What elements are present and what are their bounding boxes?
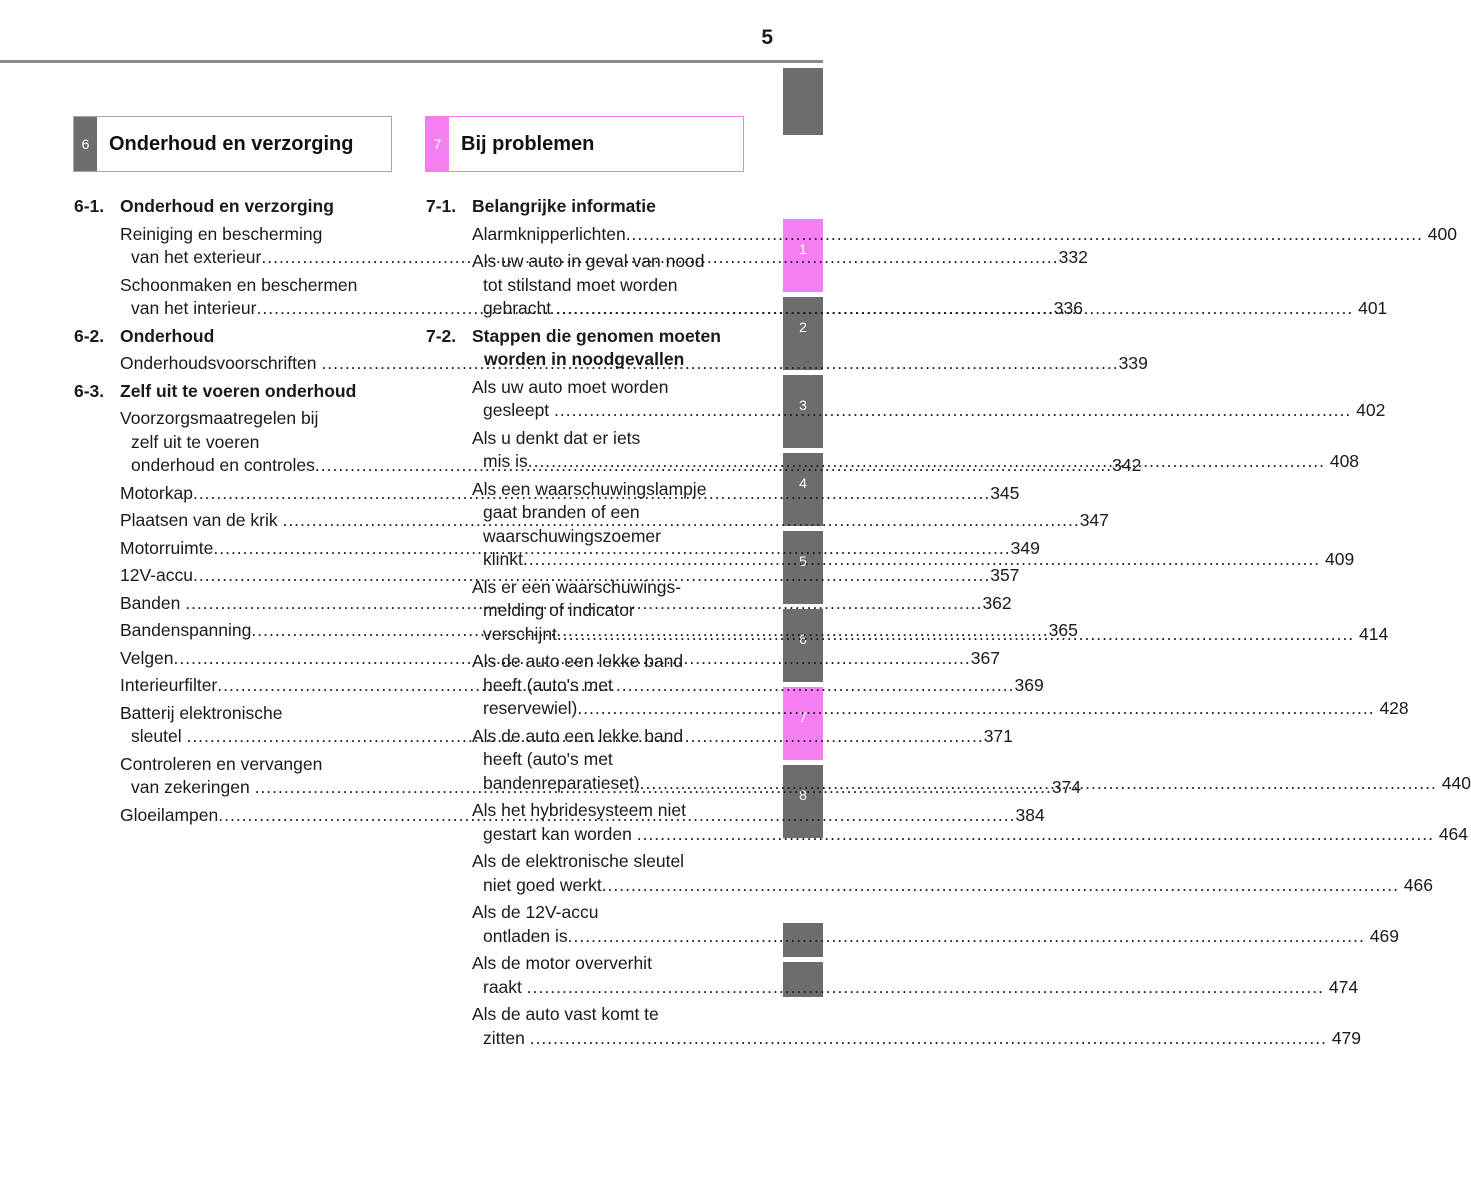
chapter-title-line: Zelf uit te voeren onderhoud bbox=[120, 380, 357, 401]
toc-entry-text: Als de auto een lekke band bbox=[472, 725, 684, 746]
chapter-heading bbox=[426, 195, 732, 219]
toc-entry-text: onderhoud en controles bbox=[131, 455, 315, 475]
toc-entry-text: verschijnt bbox=[483, 623, 557, 644]
toc-entry-text: Als de elektronische sleutel bbox=[472, 851, 685, 871]
toc-entry-text: Schoonmaken en beschermen bbox=[120, 274, 358, 295]
chapter-number: 7-2. bbox=[426, 325, 457, 346]
toc-entry-text: Velgen bbox=[120, 647, 174, 668]
side-tab-blank-top[interactable] bbox=[783, 68, 823, 135]
toc-entry-text: sleutel bbox=[131, 726, 187, 746]
dot-leader bbox=[527, 977, 1324, 997]
chapter-heading bbox=[74, 195, 380, 219]
toc-entry[interactable] bbox=[472, 850, 1433, 897]
toc-entry-text: bandenreparatieset) bbox=[483, 772, 640, 793]
toc-entry-text: Als de 12V-accu bbox=[472, 902, 599, 922]
toc-entry[interactable] bbox=[472, 901, 1399, 948]
toc-entry-text: Voorzorgsmaatregelen bij bbox=[120, 408, 319, 428]
dot-leader bbox=[637, 824, 1434, 844]
toc-entry-last-line bbox=[472, 925, 1399, 949]
toc-entry-text: zelf uit te voeren bbox=[131, 431, 260, 452]
header-rule bbox=[0, 60, 823, 63]
side-tab-1[interactable]: 1 bbox=[783, 219, 823, 292]
toc-entry[interactable] bbox=[472, 952, 1359, 999]
page-ref[interactable]: 428 bbox=[1374, 698, 1409, 718]
toc-entry-text: reservewiel) bbox=[483, 698, 578, 718]
toc-entry-text: Als uw auto moet worden bbox=[472, 376, 669, 397]
chapter-title-line: Onderhoud en verzorging bbox=[120, 196, 334, 216]
chapter-title-line: Stappen die genomen moeten bbox=[472, 325, 721, 346]
toc-entry-text: heeft (auto's met bbox=[483, 674, 613, 695]
side-tab-8[interactable]: 8 bbox=[783, 765, 823, 838]
toc-entry-text: raakt bbox=[483, 976, 527, 997]
chapter-title bbox=[120, 325, 380, 349]
chapter-title-line: Belangrijke informatie bbox=[472, 196, 656, 216]
toc-entry-text: 12V-accu bbox=[120, 565, 193, 585]
chapter-number: 7-1. bbox=[426, 196, 457, 216]
page-ref[interactable]: 464 bbox=[1433, 823, 1469, 844]
toc-entry-text: mis is bbox=[483, 451, 528, 471]
toc-entry-text: zitten bbox=[483, 1027, 530, 1048]
dot-leader bbox=[568, 926, 1365, 946]
page-ref[interactable]: 474 bbox=[1324, 976, 1359, 997]
toc-entry-last-line bbox=[472, 1027, 1362, 1051]
dot-leader bbox=[530, 1028, 1327, 1048]
toc-entry-text: Als uw auto in geval van nood bbox=[472, 251, 705, 271]
toc-entry-text: Als u denkt dat er iets bbox=[472, 427, 641, 448]
page-ref[interactable]: 369 bbox=[1014, 675, 1044, 695]
toc-entry-text: Als de motor oververhit bbox=[472, 953, 652, 973]
section-title: Onderhoud en verzorging bbox=[109, 132, 354, 155]
toc-entry-last-line bbox=[472, 223, 1457, 247]
toc-entry-text: Plaatsen van de krik bbox=[120, 510, 283, 530]
page-ref[interactable]: 401 bbox=[1353, 298, 1388, 318]
toc-entry-text: waarschuwingszoemer bbox=[483, 525, 661, 546]
page-ref[interactable]: 374 bbox=[1051, 777, 1082, 797]
toc-entry-text: Controleren en vervangen bbox=[120, 753, 323, 774]
chapter-title-line: worden in noodgevallen bbox=[484, 349, 685, 369]
toc-entry-text: Onderhoudsvoorschriften bbox=[120, 353, 322, 373]
page-ref[interactable]: 349 bbox=[1010, 537, 1040, 558]
toc-entry-last-line bbox=[472, 874, 1433, 898]
page-ref[interactable]: 367 bbox=[970, 647, 1000, 668]
toc-entry[interactable] bbox=[472, 1003, 1362, 1050]
page-ref[interactable]: 384 bbox=[1015, 804, 1045, 825]
page-ref[interactable]: 365 bbox=[1048, 620, 1078, 640]
page-ref[interactable]: 469 bbox=[1364, 925, 1399, 946]
chapter-heading bbox=[74, 380, 380, 404]
dot-leader bbox=[523, 549, 1320, 569]
page-ref[interactable]: 371 bbox=[983, 726, 1013, 746]
toc-entry-last-line bbox=[472, 823, 1469, 847]
chapter-heading bbox=[74, 325, 380, 349]
toc-entry-text: ontladen is bbox=[483, 925, 568, 946]
toc-entry-text: gaat branden of een bbox=[483, 502, 640, 522]
chapter-number: 6-2. bbox=[74, 325, 105, 346]
dot-leader bbox=[640, 773, 1437, 793]
page-ref[interactable]: 342 bbox=[1112, 455, 1142, 475]
page-ref[interactable]: 479 bbox=[1326, 1027, 1362, 1048]
dot-leader bbox=[554, 400, 1351, 420]
toc-entry-text: Als de auto vast komt te bbox=[472, 1004, 659, 1024]
page-ref[interactable]: 408 bbox=[1324, 451, 1360, 471]
chapter-title-line: Onderhoud bbox=[120, 325, 215, 346]
dot-leader bbox=[626, 224, 1423, 244]
side-tab-3[interactable]: 3 bbox=[783, 375, 823, 448]
side-tab-5[interactable]: 5 bbox=[783, 531, 823, 604]
toc-entry-text: gestart kan worden bbox=[483, 823, 637, 844]
toc-entry-text: heeft (auto's met bbox=[483, 749, 613, 769]
toc-entry-text: Als er een waarschuwings- bbox=[472, 576, 682, 597]
page-ref[interactable]: 440 bbox=[1436, 772, 1471, 793]
side-tab-4[interactable]: 4 bbox=[783, 453, 823, 526]
toc-entry-text: niet goed werkt bbox=[483, 874, 602, 895]
toc-entry-last-line bbox=[472, 697, 1409, 721]
toc-entry-text: gebracht bbox=[483, 298, 556, 318]
chapter-title bbox=[472, 325, 732, 372]
section-number: 6 bbox=[74, 117, 97, 171]
toc-entry-text: Batterij elektronische bbox=[120, 702, 283, 723]
page-ref[interactable]: 332 bbox=[1058, 247, 1088, 267]
toc-entry-text: Interieurfilter bbox=[120, 675, 218, 695]
dot-leader bbox=[577, 698, 1374, 718]
side-tab-2[interactable]: 2 bbox=[783, 297, 823, 370]
toc-entry-last-line bbox=[472, 399, 1386, 423]
page-ref[interactable]: 345 bbox=[990, 482, 1020, 503]
toc-entry-text: van zekeringen bbox=[131, 777, 255, 797]
page-ref[interactable]: 336 bbox=[1053, 298, 1083, 318]
section-number: 7 bbox=[426, 117, 449, 171]
toc-entry-text: van het exterieur bbox=[131, 247, 262, 267]
toc-entry-last-line bbox=[472, 976, 1359, 1000]
chapter-heading bbox=[426, 325, 732, 372]
toc-entry-text: tot stilstand moet worden bbox=[483, 274, 678, 295]
dot-leader bbox=[557, 624, 1354, 644]
toc-entry-text: melding of indicator bbox=[483, 600, 635, 620]
side-tab-6[interactable]: 6 bbox=[783, 609, 823, 682]
toc-entry-text: van het interieur bbox=[131, 298, 257, 318]
page-ref[interactable]: 414 bbox=[1354, 623, 1389, 644]
page-number: 5 bbox=[761, 26, 773, 49]
dot-leader bbox=[556, 298, 1353, 318]
toc-entry-text: Motorkap bbox=[120, 482, 193, 503]
section-title: Bij problemen bbox=[461, 132, 595, 155]
page-ref[interactable]: 409 bbox=[1320, 549, 1355, 569]
toc-entry-text: Alarmknipperlichten bbox=[472, 223, 626, 244]
toc-entry-text: Als een waarschuwingslampje bbox=[472, 478, 707, 499]
page-ref[interactable]: 402 bbox=[1351, 400, 1386, 420]
toc-entry-text: gesleept bbox=[483, 400, 555, 420]
chapter-number: 6-1. bbox=[74, 196, 105, 216]
page-ref[interactable]: 339 bbox=[1118, 353, 1148, 373]
toc-entry-last-line bbox=[472, 548, 1355, 572]
dot-leader bbox=[528, 451, 1325, 471]
page-ref[interactable]: 400 bbox=[1422, 223, 1457, 244]
page-ref[interactable]: 362 bbox=[982, 592, 1012, 613]
chapter-title bbox=[120, 380, 380, 404]
chapter-title bbox=[120, 195, 380, 219]
toc-entry[interactable] bbox=[472, 376, 1386, 423]
page-ref[interactable]: 466 bbox=[1398, 874, 1433, 895]
toc-entry-text: Bandenspanning bbox=[120, 620, 252, 640]
toc-entry[interactable] bbox=[472, 223, 1457, 247]
side-tab-7[interactable]: 7 bbox=[783, 687, 823, 760]
chapter-number: 6-3. bbox=[74, 380, 105, 401]
toc-entry-text: Als het hybridesysteem niet bbox=[472, 800, 686, 820]
page-ref[interactable]: 347 bbox=[1079, 510, 1109, 530]
section-header-7 bbox=[425, 116, 744, 172]
toc-entry-text: Gloeilampen bbox=[120, 804, 219, 825]
toc-entry-text: Motorruimte bbox=[120, 537, 214, 558]
chapter-title bbox=[472, 195, 732, 219]
dot-leader bbox=[602, 875, 1399, 895]
toc-entry-text: Als de auto een lekke band bbox=[472, 651, 684, 671]
section-header-6 bbox=[73, 116, 392, 172]
toc-entry-text: Banden bbox=[120, 592, 186, 613]
toc-entry-text: klinkt bbox=[483, 549, 523, 569]
toc-entry-text: Reiniging en bescherming bbox=[120, 223, 323, 244]
page-ref[interactable]: 357 bbox=[990, 565, 1020, 585]
